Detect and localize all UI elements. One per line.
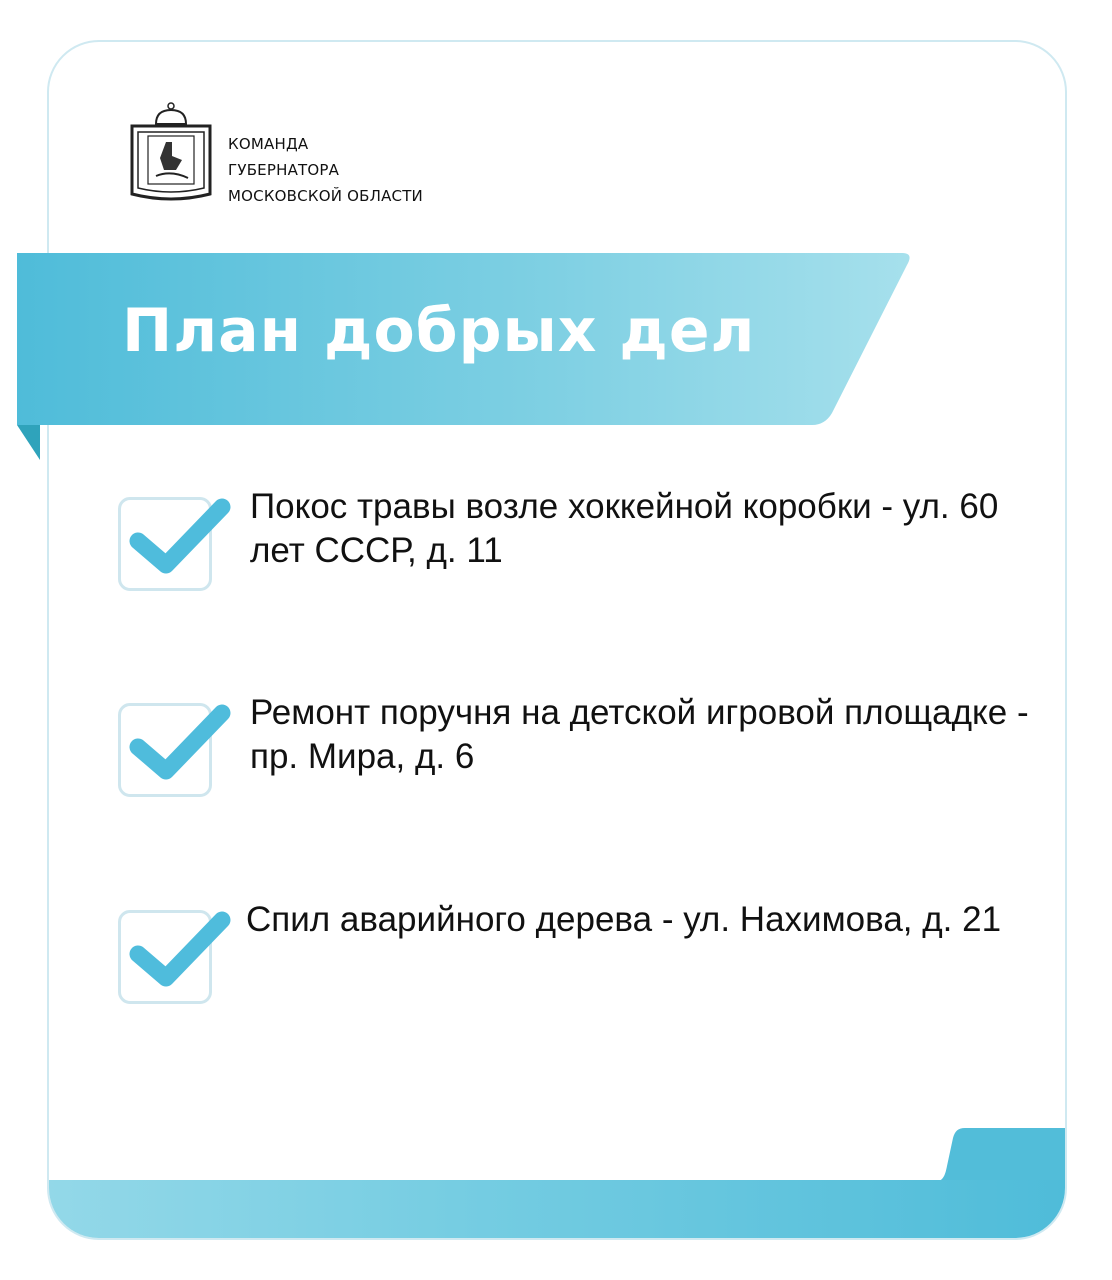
organization-name	[228, 131, 423, 209]
organization-name-line: КОМАНДА	[228, 135, 309, 153]
organization-name-line: ГУБЕРНАТОРА	[228, 161, 340, 179]
checklist-item-text: Покос травы возле хоккейной коробки - ул. 60 лет СССР, д. 11	[250, 487, 999, 570]
checklist-item-text: Ремонт поручня на детской игровой площадке - пр. Мира, д. 6	[250, 693, 1029, 776]
organization-name-line: МОСКОВСКОЙ ОБЛАСТИ	[228, 187, 423, 205]
checkmark-icon	[126, 491, 238, 581]
bottom-band	[49, 1180, 1065, 1238]
checkmark-icon	[126, 697, 238, 787]
card	[47, 40, 1067, 1240]
checklist-item-text: Спил аварийного дерева - ул. Нахимова, д. 21	[246, 900, 1002, 939]
coat-of-arms-icon	[126, 100, 216, 208]
page-title: План добрых дел	[122, 296, 756, 366]
checkmark-icon	[126, 904, 238, 994]
bottom-corner-decoration	[933, 1128, 1065, 1182]
